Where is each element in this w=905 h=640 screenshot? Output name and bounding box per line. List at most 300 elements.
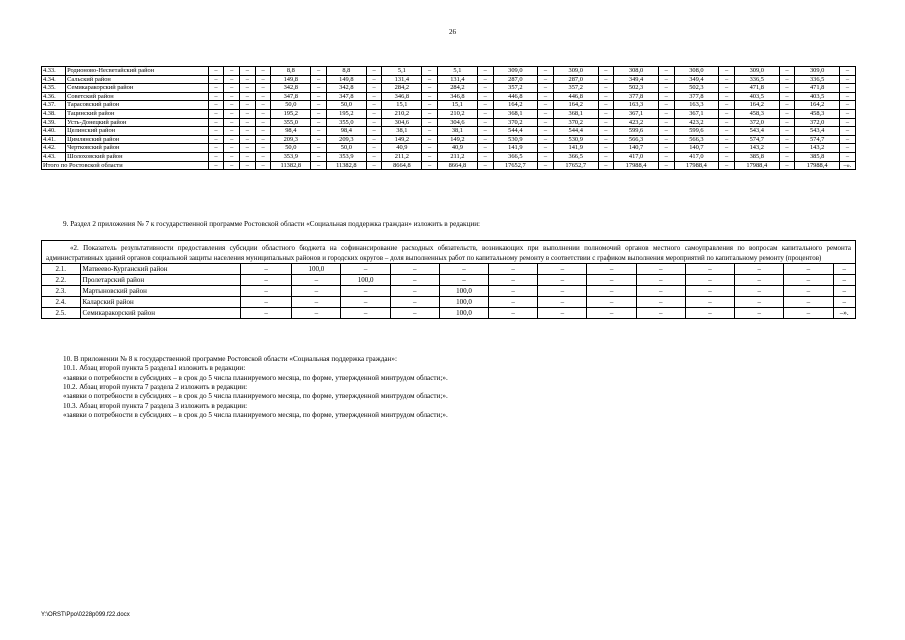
value-cell: 8,8 bbox=[326, 67, 366, 76]
value-cell: – bbox=[311, 101, 327, 110]
value-cell: – bbox=[598, 92, 614, 101]
value-cell: – bbox=[779, 84, 795, 93]
paragraph-10-line: 10. В приложении № 8 к государственной программе Ростовской области «Социальная поддержка граждан»: bbox=[63, 355, 397, 363]
value-cell: – bbox=[489, 297, 538, 308]
value-cell: – bbox=[658, 118, 674, 127]
value-cell: – bbox=[538, 84, 554, 93]
value-cell: 368,1 bbox=[493, 109, 538, 118]
value-cell: 211,2 bbox=[437, 152, 477, 161]
value-cell: 131,4 bbox=[382, 75, 422, 84]
value-cell: – bbox=[636, 275, 685, 286]
value-cell: – bbox=[224, 92, 240, 101]
paragraph-10-line: «заявки о потребности в субсидиях – в срок до 5 числа планируемого месяца, по форме, утвержденной минтрудом области;». bbox=[63, 373, 448, 382]
total-value: 11382,8 bbox=[271, 161, 311, 170]
value-cell: – bbox=[422, 152, 438, 161]
file-path-footer: Y:\ORST\Ppo\0228p099.f22.docx bbox=[41, 612, 130, 618]
value-cell: 370,2 bbox=[493, 118, 538, 127]
value-cell: – bbox=[735, 308, 784, 319]
value-cell: 566,3 bbox=[614, 135, 659, 144]
value-cell: – bbox=[658, 84, 674, 93]
value-cell: 349,4 bbox=[614, 75, 659, 84]
value-cell: – bbox=[839, 135, 855, 144]
value-cell: – bbox=[224, 109, 240, 118]
total-value: – bbox=[224, 161, 240, 170]
value-cell: – bbox=[292, 286, 341, 297]
value-cell: – bbox=[658, 127, 674, 136]
value-cell: 347,8 bbox=[271, 92, 311, 101]
value-cell: – bbox=[366, 67, 382, 76]
row-number: 4.41. bbox=[42, 135, 66, 144]
value-cell: – bbox=[240, 84, 256, 93]
value-cell: 50,0 bbox=[326, 144, 366, 153]
value-cell: – bbox=[598, 135, 614, 144]
row-number: 4.36. bbox=[42, 92, 66, 101]
value-cell: – bbox=[311, 67, 327, 76]
district-name: Тацинский район bbox=[66, 109, 209, 118]
value-cell: 336,5 bbox=[734, 75, 779, 84]
value-cell: 149,8 bbox=[271, 75, 311, 84]
value-cell: – bbox=[208, 144, 224, 153]
value-cell: – bbox=[224, 67, 240, 76]
value-cell: 38,1 bbox=[437, 127, 477, 136]
value-cell: – bbox=[422, 84, 438, 93]
value-cell: – bbox=[839, 92, 855, 101]
value-cell: – bbox=[341, 286, 390, 297]
value-cell: 140,7 bbox=[674, 144, 719, 153]
row-number: 4.40. bbox=[42, 127, 66, 136]
value-cell: 544,4 bbox=[553, 127, 598, 136]
value-cell: – bbox=[784, 297, 833, 308]
value-cell: – bbox=[658, 101, 674, 110]
value-cell: – bbox=[598, 109, 614, 118]
value-cell: – bbox=[208, 75, 224, 84]
total-value: 17652,7 bbox=[493, 161, 538, 170]
value-cell: – bbox=[538, 109, 554, 118]
value-cell: – bbox=[311, 92, 327, 101]
value-cell: 149,8 bbox=[326, 75, 366, 84]
value-cell: – bbox=[685, 275, 734, 286]
value-cell: 357,2 bbox=[493, 84, 538, 93]
value-cell: 417,0 bbox=[674, 152, 719, 161]
value-cell: 357,2 bbox=[553, 84, 598, 93]
value-cell: 50,0 bbox=[326, 101, 366, 110]
value-cell: 40,9 bbox=[382, 144, 422, 153]
value-cell: 423,2 bbox=[614, 118, 659, 127]
value-cell: 308,0 bbox=[614, 67, 659, 76]
value-cell: 143,2 bbox=[734, 144, 779, 153]
value-cell: – bbox=[735, 286, 784, 297]
value-cell: 15,1 bbox=[437, 101, 477, 110]
value-cell: 372,0 bbox=[734, 118, 779, 127]
value-cell: – bbox=[839, 152, 855, 161]
value-cell: – bbox=[719, 75, 735, 84]
row-number: 4.42. bbox=[42, 144, 66, 153]
value-cell: – bbox=[208, 101, 224, 110]
value-cell: – bbox=[477, 92, 493, 101]
value-cell: 566,3 bbox=[674, 135, 719, 144]
total-value: 17988,4 bbox=[795, 161, 840, 170]
value-cell: – bbox=[685, 308, 734, 319]
district-name: Каларский район bbox=[80, 297, 240, 308]
value-cell: – bbox=[240, 275, 291, 286]
value-cell: 599,6 bbox=[614, 127, 659, 136]
value-cell: – bbox=[224, 135, 240, 144]
value-cell: – bbox=[719, 101, 735, 110]
district-name: Тарасовский район bbox=[66, 101, 209, 110]
value-cell: – bbox=[719, 127, 735, 136]
value-cell: – bbox=[390, 297, 439, 308]
district-name: Семикаракорский район bbox=[80, 308, 240, 319]
value-cell: – bbox=[538, 67, 554, 76]
value-cell: – bbox=[779, 127, 795, 136]
value-cell: – bbox=[240, 101, 256, 110]
value-cell: – bbox=[477, 109, 493, 118]
value-cell: 131,4 bbox=[437, 75, 477, 84]
value-cell: – bbox=[240, 152, 256, 161]
row-number: 2.3. bbox=[42, 286, 81, 297]
value-cell: – bbox=[538, 127, 554, 136]
value-cell: 599,6 bbox=[674, 127, 719, 136]
value-cell: 347,8 bbox=[326, 92, 366, 101]
value-cell: – bbox=[255, 84, 271, 93]
value-cell: 366,5 bbox=[553, 152, 598, 161]
value-cell: 163,3 bbox=[614, 101, 659, 110]
value-cell: – bbox=[598, 127, 614, 136]
value-cell: – bbox=[255, 67, 271, 76]
value-cell: – bbox=[224, 118, 240, 127]
value-cell: 100,0 bbox=[439, 297, 488, 308]
value-cell: – bbox=[224, 144, 240, 153]
district-name: Усть-Донецкий район bbox=[66, 118, 209, 127]
value-cell: – bbox=[477, 135, 493, 144]
value-cell: – bbox=[779, 101, 795, 110]
value-cell: – bbox=[779, 75, 795, 84]
value-cell: – bbox=[422, 109, 438, 118]
table-row bbox=[42, 127, 856, 136]
value-cell: – bbox=[538, 75, 554, 84]
value-cell: – bbox=[422, 118, 438, 127]
value-cell: 50,0 bbox=[271, 144, 311, 153]
value-cell: 38,1 bbox=[382, 127, 422, 136]
value-cell: 367,1 bbox=[614, 109, 659, 118]
total-value: – bbox=[779, 161, 795, 170]
value-cell: 164,2 bbox=[734, 101, 779, 110]
value-cell: – bbox=[390, 286, 439, 297]
value-cell: – bbox=[779, 109, 795, 118]
value-cell: – bbox=[587, 264, 636, 275]
value-cell: 143,2 bbox=[795, 144, 840, 153]
row-number: 4.37. bbox=[42, 101, 66, 110]
value-cell: – bbox=[390, 308, 439, 319]
district-name: Матвеево-Курганский район bbox=[80, 264, 240, 275]
value-cell: – bbox=[255, 118, 271, 127]
value-cell: 355,0 bbox=[271, 118, 311, 127]
value-cell: 15,1 bbox=[382, 101, 422, 110]
value-cell: – bbox=[779, 67, 795, 76]
value-cell: 367,1 bbox=[674, 109, 719, 118]
value-cell: 164,2 bbox=[493, 101, 538, 110]
total-value: – bbox=[208, 161, 224, 170]
value-cell: – bbox=[598, 67, 614, 76]
value-cell: – bbox=[366, 101, 382, 110]
value-cell: – bbox=[255, 127, 271, 136]
value-cell: – bbox=[598, 152, 614, 161]
value-cell: 309,0 bbox=[553, 67, 598, 76]
value-cell: – bbox=[598, 144, 614, 153]
value-cell: – bbox=[538, 308, 587, 319]
value-cell: 502,3 bbox=[614, 84, 659, 93]
value-cell: 98,4 bbox=[271, 127, 311, 136]
value-cell: – bbox=[255, 135, 271, 144]
value-cell: 211,2 bbox=[382, 152, 422, 161]
value-cell: 366,5 bbox=[493, 152, 538, 161]
value-cell: 8,8 bbox=[271, 67, 311, 76]
value-cell: – bbox=[587, 297, 636, 308]
value-cell: – bbox=[719, 152, 735, 161]
value-cell: – bbox=[779, 144, 795, 153]
district-name: Родионово-Несветайский район bbox=[66, 67, 209, 76]
total-value: 8664,8 bbox=[437, 161, 477, 170]
value-cell: – bbox=[366, 109, 382, 118]
value-cell: – bbox=[587, 308, 636, 319]
value-cell: 458,3 bbox=[795, 109, 840, 118]
value-cell: – bbox=[538, 144, 554, 153]
value-cell: – bbox=[538, 264, 587, 275]
value-cell: – bbox=[422, 127, 438, 136]
value-cell: – bbox=[240, 67, 256, 76]
value-cell: 355,0 bbox=[326, 118, 366, 127]
value-cell: 372,0 bbox=[795, 118, 840, 127]
value-cell: 304,6 bbox=[437, 118, 477, 127]
value-cell: – bbox=[538, 286, 587, 297]
value-cell: – bbox=[292, 297, 341, 308]
value-cell: 209,3 bbox=[326, 135, 366, 144]
value-cell: – bbox=[477, 84, 493, 93]
value-cell: 195,2 bbox=[326, 109, 366, 118]
value-cell: – bbox=[839, 75, 855, 84]
paragraph-9: 9. Раздел 2 приложения № 7 к государственной программе Ростовской области «Социальная поддержка граждан» изложить в редакции: bbox=[63, 220, 481, 228]
row-number: 4.33. bbox=[42, 67, 66, 76]
value-cell: – bbox=[224, 152, 240, 161]
total-label: Итого по Ростовской области bbox=[42, 161, 209, 170]
value-cell: 309,0 bbox=[795, 67, 840, 76]
value-cell: – bbox=[839, 67, 855, 76]
value-cell: – bbox=[779, 92, 795, 101]
value-cell: – bbox=[477, 118, 493, 127]
value-cell: 543,4 bbox=[795, 127, 840, 136]
paragraph-10-line: 10.3. Абзац второй пункта 7 раздела 3 изложить в редакции: bbox=[63, 401, 248, 410]
value-cell: – bbox=[538, 101, 554, 110]
value-cell: 349,4 bbox=[674, 75, 719, 84]
value-cell: 346,8 bbox=[382, 92, 422, 101]
value-cell: 309,0 bbox=[493, 67, 538, 76]
row-number: 2.4. bbox=[42, 297, 81, 308]
value-cell: – bbox=[208, 92, 224, 101]
value-cell: 574,7 bbox=[734, 135, 779, 144]
value-cell: – bbox=[208, 67, 224, 76]
value-cell: 98,4 bbox=[326, 127, 366, 136]
value-cell: – bbox=[341, 264, 390, 275]
total-value: – bbox=[538, 161, 554, 170]
table-row bbox=[42, 101, 856, 110]
table-row bbox=[42, 135, 856, 144]
district-name: Семикаракорский район bbox=[66, 84, 209, 93]
value-cell: 530,9 bbox=[493, 135, 538, 144]
value-cell: – bbox=[735, 275, 784, 286]
value-cell: 446,8 bbox=[553, 92, 598, 101]
value-cell: – bbox=[208, 127, 224, 136]
total-value: – bbox=[255, 161, 271, 170]
total-value: – bbox=[658, 161, 674, 170]
value-cell: 574,7 bbox=[795, 135, 840, 144]
value-cell: – bbox=[422, 101, 438, 110]
row-number: 2.1. bbox=[42, 264, 81, 275]
total-value: – bbox=[366, 161, 382, 170]
total-row bbox=[42, 161, 856, 170]
value-cell: – bbox=[489, 264, 538, 275]
value-cell: 403,5 bbox=[734, 92, 779, 101]
value-cell: – bbox=[311, 75, 327, 84]
value-cell: – bbox=[311, 135, 327, 144]
total-value: – bbox=[719, 161, 735, 170]
total-value: –». bbox=[839, 161, 855, 170]
value-cell: 149,2 bbox=[382, 135, 422, 144]
district-name: Советский район bbox=[66, 92, 209, 101]
value-cell: 195,2 bbox=[271, 109, 311, 118]
value-cell: – bbox=[489, 286, 538, 297]
value-cell: – bbox=[224, 84, 240, 93]
value-cell: 502,3 bbox=[674, 84, 719, 93]
value-cell: – bbox=[240, 109, 256, 118]
value-cell: – bbox=[833, 264, 856, 275]
value-cell: 385,8 bbox=[795, 152, 840, 161]
value-cell: – bbox=[208, 135, 224, 144]
value-cell: – bbox=[341, 297, 390, 308]
value-cell: – bbox=[240, 297, 291, 308]
table-row bbox=[42, 264, 856, 275]
value-cell: – bbox=[292, 275, 341, 286]
value-cell: – bbox=[311, 127, 327, 136]
table-row bbox=[42, 152, 856, 161]
paragraph-10-line: 10.1. Абзац второй пункта 5 раздела1 изложить в редакции: bbox=[63, 364, 246, 373]
value-cell: – bbox=[658, 92, 674, 101]
table-row bbox=[42, 67, 856, 76]
total-value: 17652,7 bbox=[553, 161, 598, 170]
value-cell: – bbox=[255, 92, 271, 101]
district-name: Шолоховский район bbox=[66, 152, 209, 161]
value-cell: – bbox=[719, 67, 735, 76]
value-cell: – bbox=[477, 101, 493, 110]
value-cell: 544,4 bbox=[493, 127, 538, 136]
value-cell: 342,8 bbox=[271, 84, 311, 93]
value-cell: 446,8 bbox=[493, 92, 538, 101]
value-cell: – bbox=[784, 275, 833, 286]
value-cell: – bbox=[839, 84, 855, 93]
value-cell: – bbox=[658, 75, 674, 84]
value-cell: – bbox=[240, 144, 256, 153]
value-cell: – bbox=[311, 144, 327, 153]
value-cell: – bbox=[784, 286, 833, 297]
table-row bbox=[42, 308, 856, 319]
value-cell: 100,0 bbox=[341, 275, 390, 286]
value-cell: – bbox=[366, 152, 382, 161]
value-cell: – bbox=[839, 144, 855, 153]
value-cell: – bbox=[685, 286, 734, 297]
value-cell: 164,2 bbox=[553, 101, 598, 110]
value-cell: 543,4 bbox=[734, 127, 779, 136]
value-cell: – bbox=[240, 264, 291, 275]
value-cell: – bbox=[255, 152, 271, 161]
value-cell: – bbox=[636, 286, 685, 297]
value-cell: 308,0 bbox=[674, 67, 719, 76]
value-cell: – bbox=[538, 152, 554, 161]
value-cell: – bbox=[366, 75, 382, 84]
value-cell: – bbox=[658, 67, 674, 76]
value-cell: 346,8 bbox=[437, 92, 477, 101]
value-cell: 284,2 bbox=[382, 84, 422, 93]
row-number: 4.38. bbox=[42, 109, 66, 118]
value-cell: – bbox=[208, 109, 224, 118]
value-cell: 353,9 bbox=[271, 152, 311, 161]
value-cell: – bbox=[477, 152, 493, 161]
value-cell: – bbox=[538, 118, 554, 127]
table-row bbox=[42, 75, 856, 84]
value-cell: – bbox=[658, 109, 674, 118]
value-cell: – bbox=[477, 67, 493, 76]
row-number: 2.2. bbox=[42, 275, 81, 286]
district-name: Пролетарский район bbox=[80, 275, 240, 286]
value-cell: – bbox=[833, 275, 856, 286]
value-cell: – bbox=[538, 135, 554, 144]
indicator-table-header: «2. Показатель результативности предоставления субсидии областного бюджета на софинансирование расходных обязательств, возникающих при выполнении полномочий органов местного самоуправления по вопросам капитального ремонта административных зданий органов социальной защиты населения муниципальных районов и городских округов – доля выполненных работ по капитальному ремонту в соответствии с графиком выполнения мероприятий по капитальному ремонту (процентов) bbox=[41, 240, 856, 263]
value-cell: – bbox=[489, 275, 538, 286]
value-cell: – bbox=[598, 118, 614, 127]
value-cell: – bbox=[224, 127, 240, 136]
value-cell: 210,2 bbox=[437, 109, 477, 118]
value-cell: 140,7 bbox=[614, 144, 659, 153]
value-cell: – bbox=[538, 92, 554, 101]
value-cell: – bbox=[311, 118, 327, 127]
value-cell: – bbox=[587, 275, 636, 286]
district-name: Целинский район bbox=[66, 127, 209, 136]
table-row bbox=[42, 92, 856, 101]
budget-table bbox=[41, 66, 856, 170]
total-value: – bbox=[240, 161, 256, 170]
paragraph-10-line: 10.2. Абзац второй пункта 7 раздела 2 изложить в редакции: bbox=[63, 382, 248, 391]
value-cell: – bbox=[390, 275, 439, 286]
value-cell: – bbox=[240, 308, 291, 319]
value-cell: – bbox=[255, 109, 271, 118]
value-cell: 336,5 bbox=[795, 75, 840, 84]
value-cell: – bbox=[779, 118, 795, 127]
value-cell: – bbox=[833, 297, 856, 308]
value-cell: – bbox=[422, 67, 438, 76]
total-value: – bbox=[477, 161, 493, 170]
value-cell: 423,2 bbox=[674, 118, 719, 127]
value-cell: – bbox=[658, 135, 674, 144]
table-row bbox=[42, 286, 856, 297]
total-value: – bbox=[311, 161, 327, 170]
value-cell: 353,9 bbox=[326, 152, 366, 161]
value-cell: – bbox=[598, 84, 614, 93]
value-cell: – bbox=[240, 135, 256, 144]
total-value: – bbox=[422, 161, 438, 170]
value-cell: – bbox=[719, 92, 735, 101]
value-cell: – bbox=[366, 118, 382, 127]
district-name: Чертковский район bbox=[66, 144, 209, 153]
value-cell: – bbox=[366, 144, 382, 153]
value-cell: – bbox=[538, 297, 587, 308]
